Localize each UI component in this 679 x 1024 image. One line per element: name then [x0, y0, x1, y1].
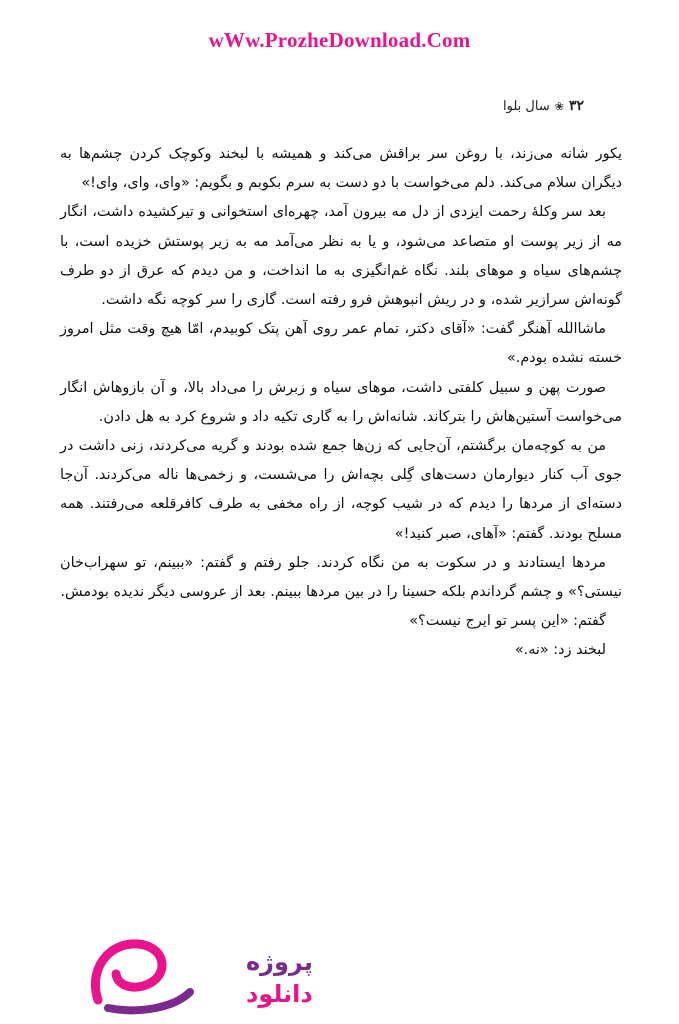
paragraph: گفتم: «این پسر تو ایرج نیست؟» [409, 613, 606, 630]
body-text [60, 140, 622, 666]
logo-line1: پروژه [246, 948, 313, 976]
running-header [503, 98, 584, 114]
paragraph: ماشاالله آهنگر گفت: «آقای دکتر، تمام عمر روی آهن پتک کوبیدم، امّا هیچ وقت مثل امروز خسته نشده بودم.» [60, 321, 622, 367]
paragraph: مردها ایستادند و در سکوت به من نگاه کردند. جلو رفتم و گفتم: «ببینم، تو سهراب‌خان نیستی؟» و چشم گرداندم بلکه حسینا را در بین مردها ببینم. بعد از عروسی دیگر ندیده بودمش. [60, 554, 622, 601]
logo-graphic [78, 930, 313, 1020]
paragraph: لبخند زد: «نه.» [514, 642, 606, 659]
watermark-url: wWw.ProzheDownload.Com [208, 28, 471, 52]
paragraph: بعد سر وکلهٔ رحمت ایزدی از دل مه بیرون آمد، چهره‌ای استخوانی و تیرکشیده داشت، انگار مه از زیر پوست او متصاعد می‌شود، و یا به نظر می‌آمد مه به زیر پوستش خزیده است، با چشم‌های سیاه و موهای بلند. نگاه غم‌انگیزی به ما انداخت، و من دیدم که عرق از دو طرف گونه‌اش سرازیر شده، و در ریش انبوهش فرو رفته است. گاری را سر کوچه نگه داشت. [60, 204, 622, 309]
paragraph: یکور شانه می‌زند، با روغن سر براقش می‌کند و همیشه با لبخند وکوچک کردن چشم‌ها به دیگران سلام می‌کند. دلم می‌خواست با دو دست به سرم بکوبم و بگویم: «وای، وای، وای!» [60, 146, 622, 192]
page-number: ۳۲ [568, 98, 584, 114]
book-title: سال بلوا [503, 98, 550, 114]
ornament-icon: ❀ [554, 99, 564, 113]
paragraph: من به کوچه‌مان برگشتم، آن‌جایی که زن‌ها جمع شده بودند و گریه می‌کردند، زنی داشت در جوی آب کنار دیوارمان دست‌های گِلی بچه‌اش را می‌شست، و زخمی‌ها ناله می‌کردند. آن‌جا دسته‌ای از مردها را دیدم که در شیب کوچه، از راه مخفی به طرف کافرقلعه می‌رفتند. همه مسلح بودند. گفتم: «آهای، صبر کنید!» [60, 438, 622, 542]
logo-line2: دانلود [246, 980, 313, 1008]
prozhe-download-logo [78, 930, 313, 1020]
paragraph: صورت پهن و سبیل کلفتی داشت، موهای سیاه و زبرش را می‌داد بالا، و آن بازوهاش انگار می‌خواست آستین‌هاش را بترکاند. شانه‌اش را به گاری تکیه داد و شروع کرد به هل دادن. [60, 379, 622, 425]
